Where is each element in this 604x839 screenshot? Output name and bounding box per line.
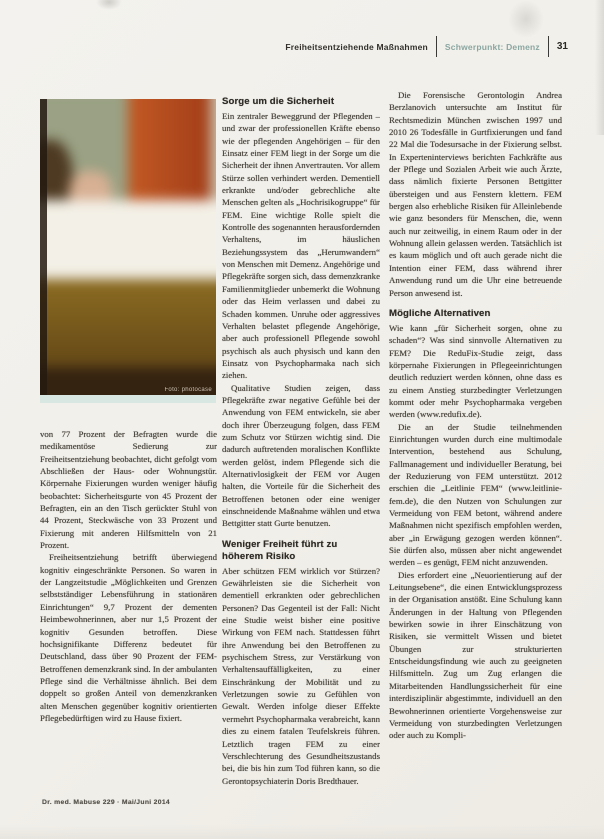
paragraph: Die Forensische Gerontologin Andrea Berzlanovich untersuchte am Institut für Rechtsmedizin München zwischen 1997 und 2010 26 Todesfälle in Gurtfixierungen und fand 22 Mal die Todesursache in der Fixierung selbst. In Experteninterviews berichten Fachkräfte aus der Pflege und Sozialen Arbeit wie auch Ärzte, dass nämlich fixierte Personen Bettgitter übersteigen und aus Fenstern klettern. FEM bergen also erhebliche Risiken für Alleinlebende wie ganz besonders für Menschen, die, wenn auch nur zeitweilig, in einem Raum oder in der Wohnung allein gelassen werden. Tatsächlich ist es kaum möglich und oft auch gerade nicht die Intention einer FEM, dass während ihrer Anwendung rund um die Uhr eine betreuende Person anwesend ist. bbox=[389, 90, 562, 298]
paragraph: Aber schützen FEM wirklich vor Stürzen? Gewährleisten sie die Sicherheit von dementiell erkrankten oder gebrechlichen Personen? Das Gegenteil ist der Fall: Nicht eine Studie weist bisher eine positive Wirkung von FEM nach. Stattdessen führt ihre Anwendung bei den Betroffenen zu psychischem Stress, zur Verstärkung von Verhaltensauffälligkeiten, zu einer Einschränkung der Mobilität und zu Verletzungen sowie zu Gefühlen von Gewalt. Werden infolge dieser Effekte vermehrt Psychopharmaka verabreicht, kann dies zu einem fatalen Teufelskreis führen. Letztlich tragen FEM zu einer Verschlechterung des Gesundheitszustands bei, die bis hin zum Tod führen kann, so die Gerontopsychiaterin Doris Bredthauer. bbox=[222, 565, 380, 786]
photo-blur-layer bbox=[40, 99, 216, 395]
column-middle bbox=[222, 96, 380, 818]
header-page-number: 31 bbox=[556, 41, 568, 52]
paragraph: Qualitative Studien zeigen, dass Pflegekräfte zwar negative Gefühle bei der Anwendung von FEM entwickeln, sie aber doch ihrer Überzeugung folgen, dass FEM zum Schutz vor Stürzen wichtig sind. Die dadurch auftretenden moralischen Konflikte werden gelöst, indem Pflegende sich die Alternativlosigkeit der FEM vor Augen halten, die Vorteile für die Sicherheit des Betroffenen betonen oder eine weniger einschneidende Maßnahme wählen und etwa Bettgitter statt Gurte benutzen. bbox=[222, 382, 380, 529]
paragraph: von 77 Prozent der Befragten wurde die medikamentöse Sedierung zur Freiheitsentziehung beobachtet, dicht gefolgt vom Abschließen der Haus- oder Wohnungstür. Körpernahe Fixierungen wurden weniger häufig beobachtet: Sicherheitsgurte von 45 Prozent der Befragten, ein an den Tisch gerückter Stuhl von 44 Prozent, Steckwäsche von 33 Prozent und Fixierung mit anderen Hilfsmitteln von 21 Prozent. bbox=[40, 429, 217, 551]
scan-artifact bbox=[595, 0, 604, 135]
column-left bbox=[40, 428, 217, 794]
paragraph: Dies erfordert eine „Neuorientierung auf der Leitungsebene“, die einen Entwicklungsprozess in der Organisation anstößt. Eine Schulung kann Änderungen in der Haltung von Pflegenden bewirken sowie in ihrer Einschätzung von Risiken, sie vermittelt Wissen und bietet Übungen zur strukturierten Entscheidungsfindung wie auch zu geeigneten Hilfsmitteln. Zug um Zug erlangen die Mitarbeitenden Handlungssicherheit für eine interdisziplinär abgestimmte, individuell an den Bewohnerinnen orientierte Vorgehensweise zur Vermeidung von sturzbedingten Verletzungen oder auch zu Kompli- bbox=[389, 569, 562, 741]
paragraph: Freiheitsentziehung betrifft überwiegend kognitiv eingeschränkte Personen. So waren in der Langzeitstudie „Möglichkeiten und Grenzen selbstständiger Lebensführung in stationären Einrichtungen“ 9,7 Prozent der dementen Heimbewohnerinnen, aber nur 1,5 Prozent der kognitiv Gesunden betroffen. Diese hochsignifikante Differenz bedeutet für Deutschland, dass über 90 Prozent der FEM-Betroffenen demenzkrank sind. In der ambulanten Pflege sind die Verhältnisse ähnlich. Bei dem doppelt so großen Anteil von demenzkranken alten Menschen gegenüber kognitiv orientierten Pflegebedürftigen wird zu Hause fixiert. bbox=[40, 552, 217, 723]
footer-imprint: Dr. med. Mabuse 229 · Mai/Juni 2014 bbox=[42, 799, 170, 806]
section-heading: Mögliche Alternativen bbox=[389, 307, 491, 319]
column-right bbox=[389, 89, 562, 818]
section-heading: Sorge um die Sicherheit bbox=[222, 96, 335, 107]
page-header bbox=[0, 36, 570, 57]
scan-artifact bbox=[0, 825, 604, 839]
scan-artifact bbox=[508, 0, 544, 38]
photo-edge-shadow bbox=[40, 99, 47, 395]
paragraph: Ein zentraler Beweggrund der Pflegenden – und zwar der professionellen Kräfte ebenso wie der pflegenden Angehörigen – für den Einsatz einer FEM liegt in der Sorge um die Sicherheit der ihnen Anvertrauten. Vor allem Stürze sollen verhindert werden. Dementiell erkrankte und/oder gebrechliche alte Menschen gelten als „Hochrisikogruppe“ für FEM. Eine wichtige Rolle spielt die Kontrolle des sogenannten herausfordernden Verhaltens, im häuslichen Beziehungssystem das „Herumwandern“ von Menschen mit Demenz. Angehörige und Pflegekräfte sorgen sich, dass demenzkranke Familienmitglieder unbemerkt die Wohnung oder das Heim verlassen und dabei zu Schaden kommen. Unruhe oder aggressives Verhalten belastet pflegende Angehörige, aber auch professionell Pflegende sowohl psychisch als auch physisch und kann den Einsatz von Psychopharmaka nach sich ziehen. bbox=[222, 111, 380, 381]
paragraph: Wie kann „für Sicherheit sorgen, ohne zu schaden“? Was sind sinnvolle Alternativen zu FEM? Die ReduFix-Studie zeigt, dass körpernahe Fixierungen in Pflegeeinrichtungen deutlich reduziert werden können, ohne dass es zu einem Anstieg sturzbedingter Verletzungen kommt oder mehr Psychopharmaka vergeben werden (www.redufix.de). bbox=[389, 322, 562, 420]
header-section-label: Freiheitsentziehende Maßnahmen bbox=[285, 41, 428, 52]
header-topic-label: Schwerpunkt: Demenz bbox=[444, 41, 540, 52]
article-photo bbox=[40, 99, 216, 395]
paragraph: Die an der Studie teilnehmenden Einrichtungen wurden durch eine multimodale Intervention, bestehend aus Schulung, Fallmanagement und individueller Beratung, bei der Reduzierung von FEM unterstützt. 2012 erschien die „Leitlinie FEM“ (www.leitlinie-fem.de), die den Nutzen von Schulungen zur Vermeidung von FEM betont, während andere Maßnahmen nicht spezifisch empfohlen werden, aber „in Erwägung gezogen werden können“. Sie dürfen also, müssen aber nicht angewendet werden – es genügt, FEM nicht anzuwenden. bbox=[389, 421, 562, 568]
header-divider bbox=[436, 36, 437, 57]
photo-credit: Foto: photocase bbox=[164, 387, 212, 393]
section-heading: Weniger Freiheit führt zu höherem Risiko bbox=[222, 538, 338, 562]
photo-bottom-band bbox=[40, 395, 216, 403]
header-divider bbox=[548, 36, 549, 57]
scan-artifact bbox=[96, 0, 122, 10]
